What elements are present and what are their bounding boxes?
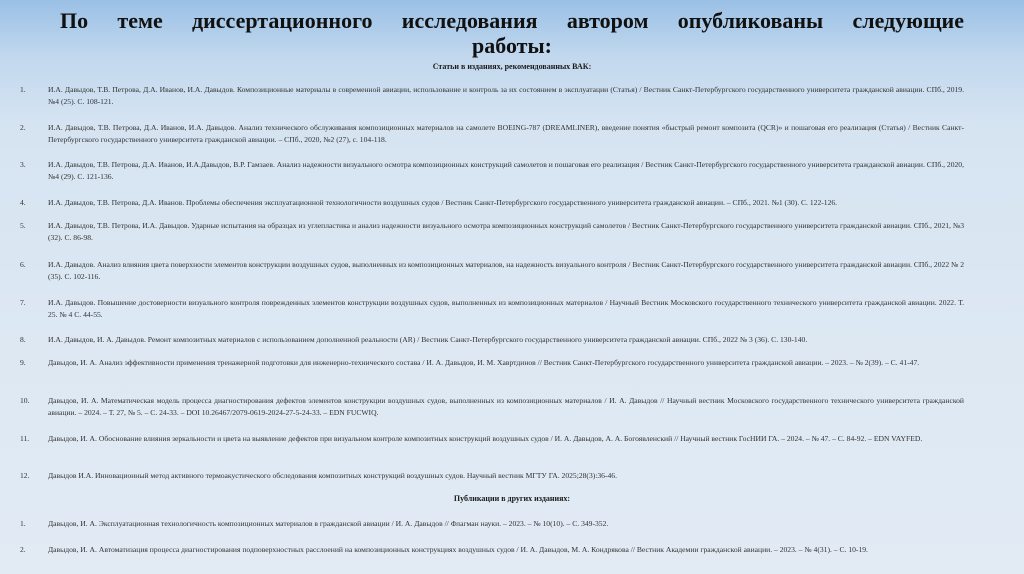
page-title [60, 8, 964, 58]
list-item [20, 395, 964, 418]
list-item-text: И.А. Давыдов, Т.В. Петрова, И.А. Давыдов. Ударные испытания на образцах из углепластика и анализ надежности визуального осмотра композиционных конструкций самолетов / Вестник Санкт-Петербургского государственного университета гражданской авиации. СПб., 2021, №3 (32). С. 86-98. [48, 221, 964, 242]
list-item-text: И.А. Давыдов, Т.В. Петрова, Д.А. Иванов, И.А. Давыдов. Композиционные материалы в современной авиации, использование и контроль за их состоянием в эксплуатации (Статья) / Вестник Санкт-Петербургского государственного университета гражданской авиации. СПб., 2019. №4 (25). С. 108-121. [48, 85, 964, 106]
list-item-number: 5. [20, 221, 26, 230]
list-item-number: 11. [20, 434, 30, 443]
list-item [20, 470, 964, 482]
list-item [20, 220, 964, 243]
title-line-1: По теме диссертационного исследования автором опубликованы следующие [60, 8, 964, 33]
list-item-number: 1. [20, 85, 26, 94]
list-item-number: 10. [20, 396, 30, 405]
list-item [20, 544, 964, 556]
list-item [20, 357, 964, 369]
list-item-text: И.А. Давыдов, И. А. Давыдов. Ремонт композитных материалов с использованием дополненной реальности (AR) / Вестник Санкт-Петербургского государственного университета гражданской авиации. СПб., 2022 № 3 (36). С. 130-140. [48, 335, 808, 344]
list-item [20, 259, 964, 282]
list-item-text: И.А. Давыдов. Повышение достоверности визуального контроля поврежденных элементов конструкции воздушных судов, выполненных из композиционных материалов / Научный Вестник Московского государственного технического университета гражданской авиации. 2022. Т. 25. № 4 С. 44-55. [48, 298, 964, 319]
list-item [20, 297, 964, 320]
list-item-text: И.А. Давыдов, Т.В. Петрова, Д.А. Иванов, И.А. Давыдов. Анализ технического обслуживания композиционных материалов на самолете BOEING-787 (DREAMLINER), введение понятия «быстрый ремонт композита (QCR)» и пошаговая его реализация (Статья) / Вестник Санкт-Петербургского государственного университета гражданской авиации. – СПб., 2020, №2 (27), с. 104-118. [48, 123, 964, 144]
list-item-number: 1. [20, 519, 26, 528]
list-item-text: Давыдов И.А. Инновационный метод активного термоакустического обследования композитных конструкций воздушных судов. Научный вестник МГТУ ГА. 2025;28(3):36-46. [48, 471, 618, 480]
list-item-number: 8. [20, 335, 26, 344]
list-item [20, 84, 964, 107]
list-item-number: 3. [20, 160, 26, 169]
list-item-text: Давыдов, И. А. Эксплуатационная технологичность композиционных материалов в гражданской авиации / И. А. Давыдов // Флагман науки. – 2023. – № 10(10). – С. 349-352. [48, 519, 609, 528]
list-item [20, 518, 964, 530]
list-item [20, 433, 964, 445]
list-item-text: И.А. Давыдов. Анализ влияния цвета поверхности элементов конструкции воздушных судов, выполненных из композиционных материалов, на надежность визуального контроля / Вестник Санкт-Петербургского государственного университета гражданской авиации. СПб., 2022 № 2 (35). С. 102-116. [48, 260, 964, 281]
list-item-text: Давыдов, И. А. Автоматизация процесса диагностирования подповерхностных расслоений на композиционных конструкциях воздушных судов / И. А. Давыдов, М. А. Кондрякова // Вестник Академии гражданской авиации. – 2023. – № 4(31). – С. 10-19. [48, 545, 868, 554]
list-item-number: 12. [20, 471, 30, 480]
title-line-2: работы: [472, 33, 552, 58]
list-item-number: 2. [20, 545, 26, 554]
list-item-number: 7. [20, 298, 26, 307]
list-item-text: Давыдов, И. А. Обоснование влияния зеркальности и цвета на выявление дефектов при визуальном контроле композитных конструкций воздушных судов / И. А. Давыдов, А. А. Богоявленский // Научный вестник ГосНИИ ГА. – 2024. – № 47. – С. 84-92. – EDN VAYFED. [48, 434, 923, 443]
list-item-text: Давыдов, И. А. Математическая модель процесса диагностирования дефектов элементов конструкции воздушных судов, выполненных из композиционных материалов / И. А. Давыдов // Научный вестник Московского государственного технического университета гражданской авиации. – 2024. – Т. 27, № 5. – С. 24-33. – DOI 10.26467/2079-0619-2024-27-5-24-33. – EDN FUCWIQ. [48, 396, 964, 417]
list-item-number: 9. [20, 358, 26, 367]
list-item [20, 197, 964, 209]
list-item-number: 2. [20, 123, 26, 132]
list-item-number: 4. [20, 198, 26, 207]
list-item [20, 334, 964, 346]
list-item-text: И.А. Давыдов, Т.В. Петрова, Д.А. Иванов, И.А.Давыдов, В.Р. Гамзаев. Анализ надежности визуального осмотра композиционных конструкций самолетов и пошаговая его реализация / Вестник Санкт-Петербургского государственного университета гражданской авиации. СПб., 2020, №4 (29). С. 121-136. [48, 160, 964, 181]
section-heading-vak: Статьи в изданиях, рекомендованных ВАК: [432, 62, 592, 71]
list-item-text: Давыдов, И. А. Анализ эффективности применения тренажерной подготовки для инженерно-технического состава / И. А. Давыдов, И. М. Хавртдинов // Вестник Санкт-Петербургского государственного университета гражданской авиации. – 2023. – № 2(39). – С. 41-47. [48, 358, 920, 367]
section-heading-other: Публикации в других изданиях: [453, 494, 571, 503]
list-item-number: 6. [20, 260, 26, 269]
list-item [20, 159, 964, 182]
list-item-text: И.А. Давыдов, Т.В. Петрова, Д.А. Иванов. Проблемы обеспечения эксплуатационной технологичности воздушных судов / Вестник Санкт-Петербургского государственного университета гражданской авиации. – СПб., 2021. №1 (30). С. 122-126. [48, 198, 838, 207]
list-item [20, 122, 964, 145]
